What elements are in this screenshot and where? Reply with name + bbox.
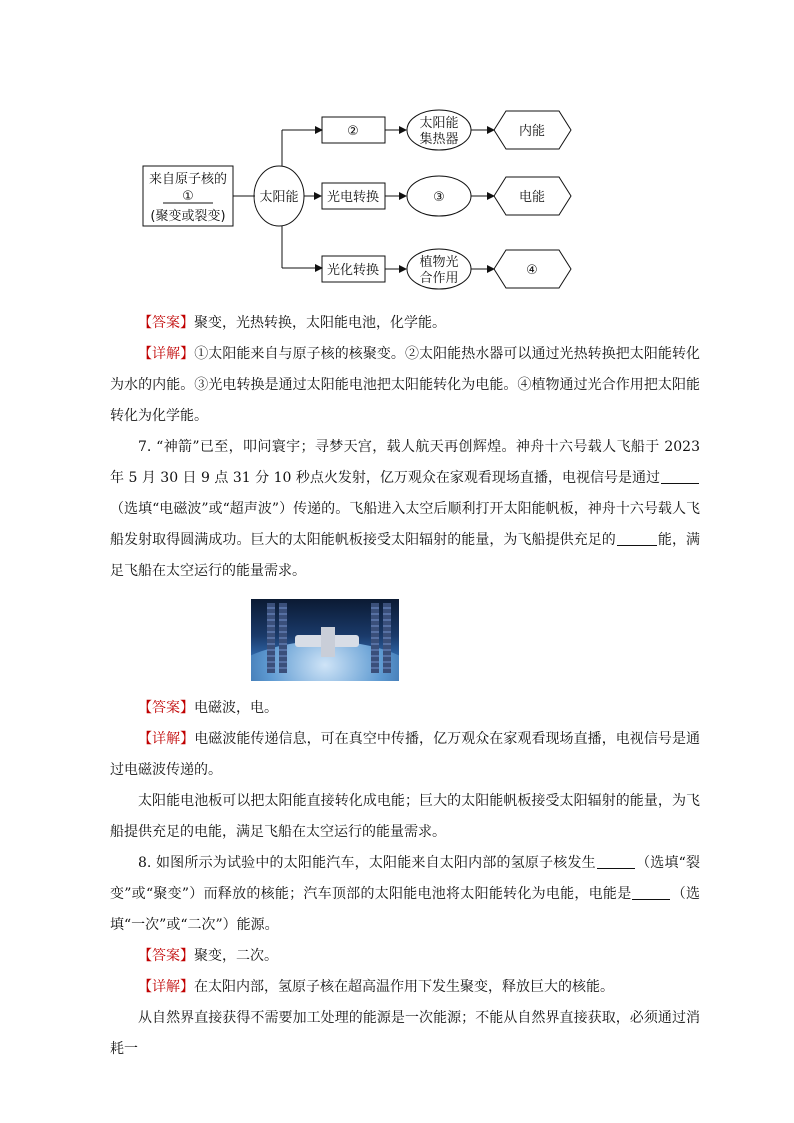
q7-stem-part-c: 能，满足飞船在太空运行的能量需求。 xyxy=(110,532,700,579)
q7-answer xyxy=(110,693,700,724)
q6-detail xyxy=(110,339,700,432)
answer-tag: 【答案】 xyxy=(138,315,194,331)
q7-answer-text: 电磁波，电。 xyxy=(194,700,278,716)
answer-blank[interactable] xyxy=(632,885,670,900)
process-top-label: ② xyxy=(347,124,359,139)
result-top-label: 内能 xyxy=(518,124,546,139)
device-bottom-line2: 合作用 xyxy=(419,271,459,286)
q7-detail-2: 太阳能电池板可以把太阳能直接转化成电能；巨大的太阳能帆板接受太阳辐射的能量，为飞船提供充足的电能，满足飞船在太空运行的能量需求。 xyxy=(110,793,700,840)
detail-tag: 【详解】 xyxy=(138,346,195,362)
q8-answer xyxy=(110,941,700,972)
result-mid-label: 电能 xyxy=(518,190,546,205)
device-mid-label: ③ xyxy=(433,190,445,205)
q8-answer-text: 聚变，二次。 xyxy=(194,948,278,964)
solar-energy-diagram xyxy=(0,0,794,300)
device-bottom-line1: 植物光 xyxy=(419,255,459,270)
q7-detail-text: 电磁波能传递信息，可在真空中传播，亿万观众在家观看现场直播，电视信号是通过电磁波传递的。 xyxy=(110,731,701,778)
q7-stem-part-b: （选填“电磁波”或“超声波”）传递的。飞船进入太空后顺利打开太阳能帆板，神舟十六号载人飞船发射取得圆满成功。巨大的太阳能帆板接受太阳辐射的能量，为飞船提供充足的 xyxy=(110,501,700,548)
q8-stem-part-c: （选填“一次”或“二次”）能源。 xyxy=(110,886,700,933)
q7-stem-part-a: 7. “神箭”已至，叩问寰宇；寻梦天宫，载人航天再创辉煌。神舟十六号载人飞船于 2023 年 5 月 30 日 9 点 31 分 10 秒点火发射，亿万观众在家观看现场直播，电视信号是通过 xyxy=(110,439,700,486)
answer-blank[interactable] xyxy=(617,531,657,546)
q6-answer-text: 聚变，光热转换，太阳能电池，化学能。 xyxy=(194,315,446,331)
document-body xyxy=(110,308,700,1065)
sun-label: 太阳能 xyxy=(259,190,299,205)
answer-blank[interactable] xyxy=(661,469,699,484)
q8-detail xyxy=(110,972,700,1003)
process-mid-label: 光电转换 xyxy=(326,190,380,205)
answer-tag: 【答案】 xyxy=(138,948,194,964)
q8-stem-part-b: （选填“裂变”或“聚变”）而释放的核能；汽车顶部的太阳能电池将太阳能转化为电能，电能是 xyxy=(110,855,700,902)
answer-tag: 【答案】 xyxy=(138,700,194,716)
result-bottom-label: ④ xyxy=(526,263,538,278)
detail-tag: 【详解】 xyxy=(138,979,194,995)
process-bottom-label: 光化转换 xyxy=(326,263,380,278)
q6-detail-text: ①太阳能来自与原子核的核聚变。②太阳能热水器可以通过光热转换把太阳能转化为水的内能。③光电转换是通过太阳能电池把太阳能转化为电能。④植物通过光合作用把太阳能转化为化学能。 xyxy=(110,346,701,424)
q8-detail-2: 从自然界直接获得不需要加工处理的能源是一次能源；不能从自然界直接获取，必须通过消耗一 xyxy=(110,1010,700,1057)
q7-detail xyxy=(110,724,700,786)
q8-detail-text: 在太阳内部，氢原子核在超高温作用下发生聚变，释放巨大的核能。 xyxy=(194,979,614,995)
q8-stem xyxy=(110,848,700,941)
device-top-line1: 太阳能 xyxy=(419,116,459,131)
q7-stem xyxy=(110,432,700,587)
device-top-line2: 集热器 xyxy=(419,132,459,147)
detail-tag: 【详解】 xyxy=(138,731,195,747)
source-line2: ① xyxy=(182,189,194,204)
answer-blank[interactable] xyxy=(597,854,635,869)
space-station-photo xyxy=(251,599,399,681)
q8-stem-part-a: 8. 如图所示为试验中的太阳能汽车，太阳能来自太阳内部的氢原子核发生 xyxy=(138,855,596,871)
q6-answer xyxy=(110,308,700,339)
source-line3: (聚变或裂变) xyxy=(150,209,226,224)
source-line1: 来自原子核的 xyxy=(148,172,228,187)
